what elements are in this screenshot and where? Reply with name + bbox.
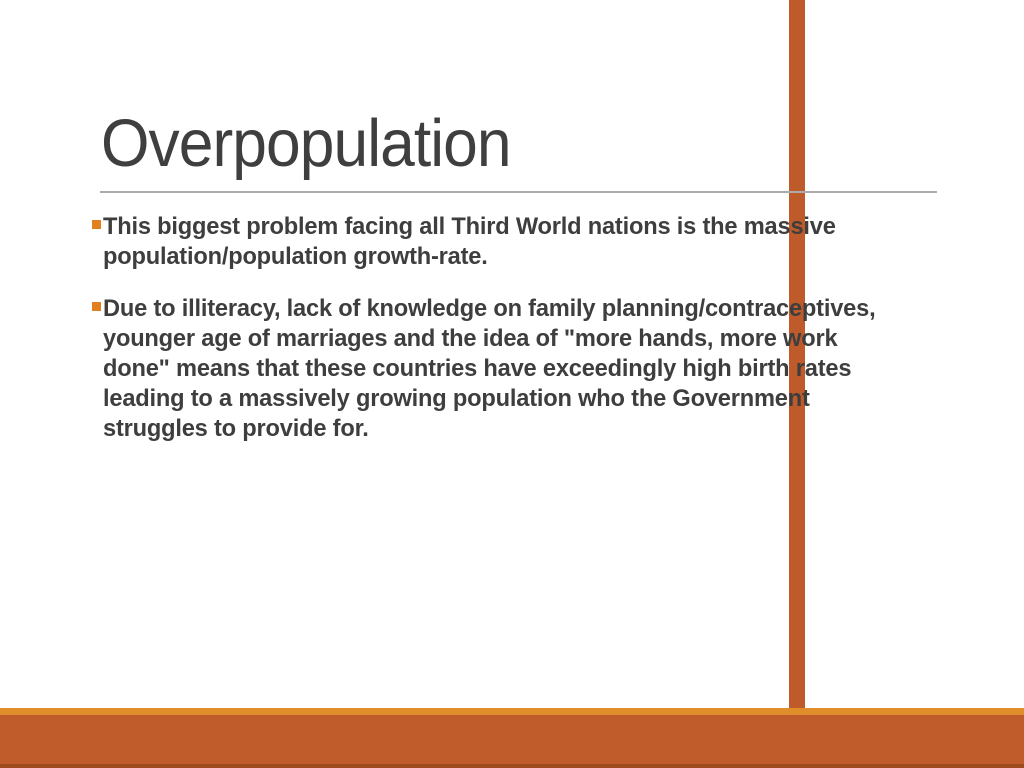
- bullet-line: Due to illiteracy, lack of knowledge on family planning/contraceptives,: [103, 295, 876, 322]
- title-underline: [100, 191, 937, 193]
- bullet-line: population/population growth-rate.: [103, 243, 488, 270]
- bottom-band-light: [0, 708, 1024, 715]
- bullet-line: done" means that these countries have exceedingly high birth rates: [103, 355, 852, 382]
- bullet-square-icon: [92, 220, 101, 229]
- bottom-band-edge: [0, 764, 1024, 768]
- bullet-line: leading to a massively growing population who the Government: [103, 385, 810, 412]
- slide-title: Overpopulation: [101, 106, 511, 181]
- bullet-list: [92, 212, 942, 466]
- bottom-band-rust: [0, 715, 1024, 768]
- bullet-line: struggles to provide for.: [103, 415, 369, 442]
- bullet-item: [92, 212, 942, 272]
- bullet-item: [92, 294, 942, 444]
- bullet-line: This biggest problem facing all Third World nations is the massive: [103, 213, 836, 240]
- bullet-line: younger age of marriages and the idea of "more hands, more work: [103, 325, 838, 352]
- bullet-square-icon: [92, 302, 101, 311]
